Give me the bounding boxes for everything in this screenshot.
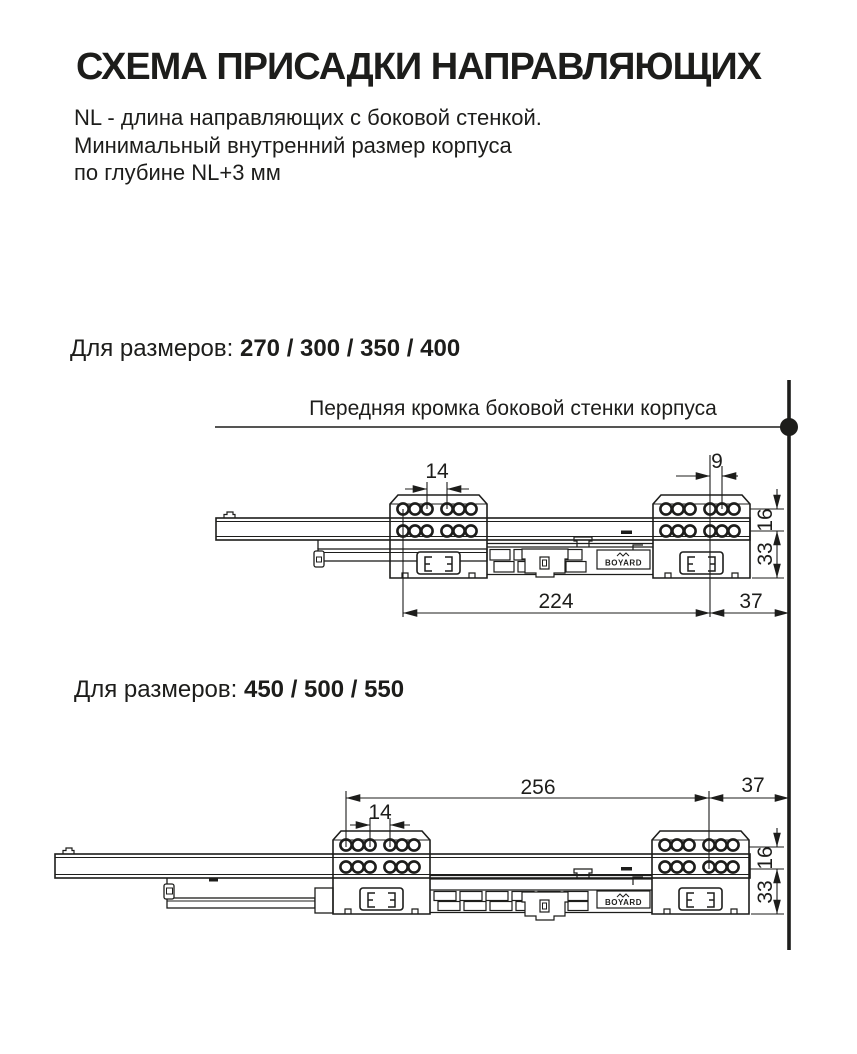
slide-drawing-1: [216, 455, 789, 617]
brand-text-1: BOYARD: [605, 558, 642, 568]
dim-front-span-1: 224: [538, 590, 574, 613]
dim-front-span-2: 256: [520, 776, 556, 799]
dim-rear-hole-pitch-1: 9: [711, 450, 723, 473]
intro-line-2: Минимальный внутренний размер корпуса: [74, 132, 512, 158]
rail-tab-2: [209, 878, 218, 882]
lower-member-1: [314, 540, 487, 567]
section-1-sizes: 270 / 300 / 350 / 400: [239, 335, 461, 362]
dim-edge-offset-2: 37: [741, 774, 765, 797]
section-2-sizes: 450 / 500 / 550: [243, 676, 405, 703]
dim-bottom-offset-2: 33: [754, 880, 777, 904]
lower-member-2: [164, 878, 333, 913]
dim-row-spacing-2: 16: [754, 846, 777, 870]
section-2-prefix: Для размеров:: [74, 676, 238, 703]
dim-front-hole-pitch-2: 14: [368, 801, 392, 824]
page-title: СХЕМА ПРИСАДКИ НАПРАВЛЯЮЩИХ: [76, 46, 761, 88]
dim-edge-offset-1: 37: [739, 590, 763, 613]
brand-box-1: [597, 550, 650, 569]
center-clip-2: [522, 892, 568, 920]
rail-dash-2: [621, 867, 632, 871]
brand-text-2: BOYARD: [605, 898, 642, 907]
front-edge-dot: [780, 418, 798, 436]
rear-bracket-2: [652, 831, 749, 914]
dim-bottom-offset-1: 33: [754, 542, 777, 566]
dim-front-hole-pitch-1: 14: [425, 460, 449, 483]
center-clip-1: [522, 549, 568, 577]
dim-row-spacing-1: 16: [754, 508, 777, 532]
intro-line-1: NL - длина направляющих с боковой стенкой.: [74, 105, 542, 130]
brand-box-2: [597, 891, 650, 908]
rail-hook-1: [224, 512, 235, 518]
section-1-prefix: Для размеров:: [70, 335, 234, 362]
mechanism-band-2: [430, 867, 652, 920]
mechanism-band-1: [487, 531, 653, 578]
rail-dash-1: [621, 531, 632, 535]
front-edge-label: Передняя кромка боковой стенки корпуса: [309, 397, 717, 420]
slide-drawing-2: [55, 791, 789, 920]
intro-line-3: по глубине NL+3 мм: [74, 160, 281, 185]
rail-hook-2: [63, 848, 74, 854]
front-bracket-2: [333, 831, 430, 914]
detent-tab-1: [574, 537, 592, 547]
